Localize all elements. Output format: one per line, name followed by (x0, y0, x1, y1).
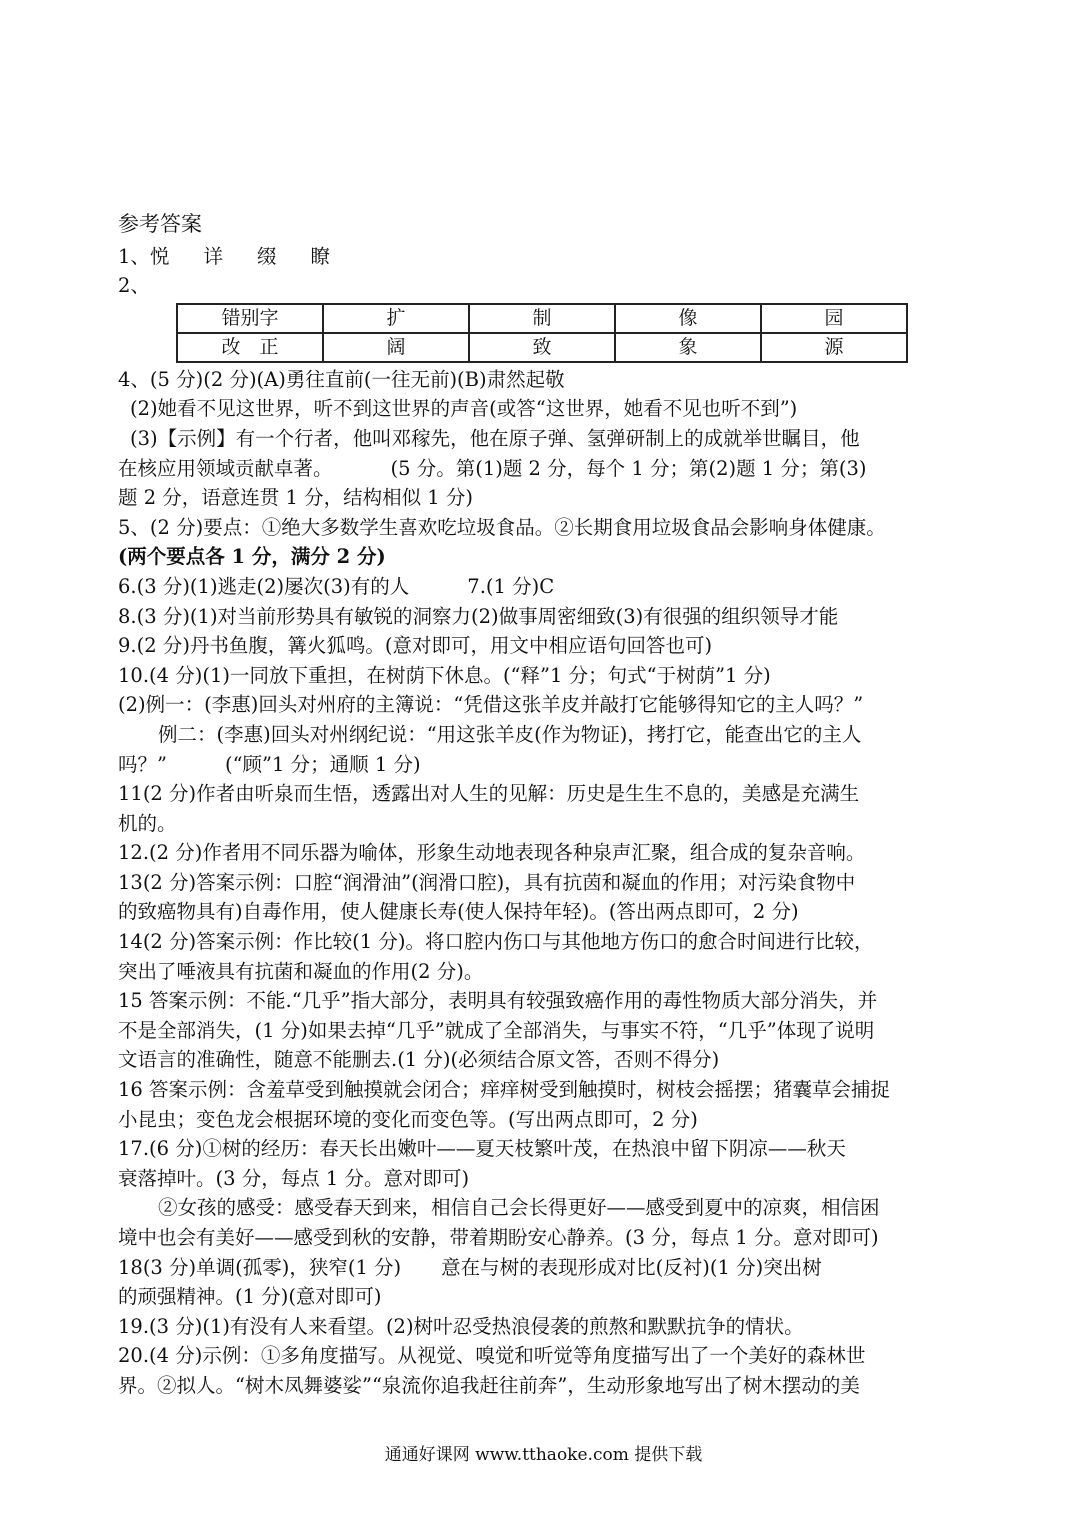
answer-line: 文语言的准确性，随意不能删去.(1 分)(必须结合原文答，否则不得分) (118, 1048, 720, 1072)
page-title: 参考答案 (118, 212, 202, 236)
answer-document (118, 210, 978, 1401)
answer-char: 详 (203, 244, 223, 268)
answer-line: 19.(3 分)(1)有没有人来看望。(2)树叶忍受热浪侵袭的煎熬和默默抗争的情状。 (118, 1314, 804, 1338)
question-number: 1、 (118, 244, 150, 268)
answer-char: 缀 (256, 244, 277, 268)
answer-line: 12.(2 分)作者用不同乐器为喻体，形象生动地表现各种泉声汇聚，组合成的复杂音响。 (118, 841, 866, 865)
table-cell: 阔 (323, 333, 469, 362)
answer-line: 突出了唾液具有抗菌和凝血的作用(2 分)。 (118, 959, 484, 983)
answer-line: 9.(2 分)丹书鱼腹，篝火狐鸣。(意对即可，用文中相应语句回答也可) (118, 634, 713, 658)
answer-line: (3)【示例】有一个行者，他叫邓稼先，他在原子弹、氢弹研制上的成就举世瞩目，他 (130, 426, 860, 450)
table-cell: 制 (469, 304, 615, 333)
table-cell: 改 正 (177, 333, 323, 362)
answer-char: 悦 (149, 244, 170, 268)
answer-line: 13(2 分)答案示例：口腔“润滑油”(润滑口腔)，具有抗茵和凝血的作用；对污染食物中 (118, 870, 856, 894)
table-cell: 错别字 (177, 304, 323, 333)
answer-char: 瞭 (310, 244, 330, 268)
table-cell: 源 (761, 333, 907, 362)
table-cell: 致 (469, 333, 615, 362)
table-cell: 扩 (323, 304, 469, 333)
answer-line: 20.(4 分)示例：①多角度描写。从视觉、嗅觉和听觉等角度描写出了一个美好的森林世 (118, 1344, 866, 1368)
answer-line: 例二：(李惠)回头对州纲纪说：“用这张羊皮(作为物证)，拷打它，能查出它的主人 (158, 722, 862, 746)
answer-line: 14(2 分)答案示例：作比较(1 分)。将口腔内伤口与其他地方伤口的愈合时间进行比较， (118, 930, 874, 954)
table-row (177, 333, 907, 362)
answer-line: ②女孩的感受：感受春天到来，相信自己会长得更好——感受到夏中的凉爽，相信困 (158, 1196, 880, 1220)
answer-line: 6.(3 分)(1)逃走(2)屡次(3)有的人 7.(1 分)C (118, 574, 555, 598)
answer-line: 在核应用领域贡献卓著。 (5 分。第(1)题 2 分，每个 1 分；第(2)题 1 分；第(3) (118, 456, 867, 480)
answer-q1 (118, 242, 978, 272)
table-row (177, 304, 907, 333)
answer-line: 16 答案示例：含羞草受到触摸就会闭合；痒痒树受到触摸时，树枝会摇摆；猪囊草会捕捉 (118, 1078, 891, 1102)
answer-line: 4、(5 分)(2 分)(A)勇往直前(一往无前)(B)肃然起敬 (118, 367, 565, 391)
answer-line: 的顽强精神。(1 分)(意对即可) (118, 1285, 382, 1309)
answer-line: 题 2 分，语意连贯 1 分，结构相似 1 分) (118, 486, 474, 510)
answer-line: 衰落掉叶。(3 分，每点 1 分。意对即可) (118, 1166, 470, 1190)
answer-line: (2)例一：(李惠)回头对州府的主簿说：“凭借这张羊皮并敲打它能够得知它的主人吗？” (118, 693, 864, 717)
answer-line: 机的。 (118, 811, 177, 835)
answer-line: 11(2 分)作者由听泉而生悟，透露出对人生的见解：历史是生生不息的，美感是充满生 (118, 782, 860, 806)
question-number: 2、 (118, 274, 150, 298)
answer-line: 8.(3 分)(1)对当前形势具有敏锐的洞察力(2)做事周密细致(3)有很强的组织领导才能 (118, 604, 839, 628)
answer-line: 17.(6 分)①树的经历：春天长出嫩叶——夏天枝繁叶茂，在热浪中留下阴凉——秋天 (118, 1137, 846, 1161)
answer-line: 10.(4 分)(1)一同放下重担，在树荫下休息。(“释”1 分；句式“于树荫”1 分) (118, 663, 771, 687)
answer-line: 不是全部消失，(1 分)如果去掉“几乎”就成了全部消失，与事实不符，“几乎”体现了说明 (118, 1018, 875, 1042)
answer-line: 的致癌物具有)自毒作用，使人健康长寿(使人保持年轻)。(答出两点即可，2 分) (118, 900, 799, 924)
table-cell: 象 (615, 333, 761, 362)
answer-line: (2)她看不见这世界，听不到这世界的声音(或答“这世界，她看不见也听不到”) (130, 397, 798, 421)
answer-line: 15 答案示例：不能.“几乎”指大部分，表明具有较强致癌作用的毒性物质大部分消失，并 (118, 989, 878, 1013)
answer-line: 吗？” (“顾”1 分；通顺 1 分) (118, 752, 421, 776)
answer-line: 境中也会有美好——感受到秋的安静，带着期盼安心静养。(3 分，每点 1 分。意对即可) (118, 1226, 879, 1249)
answer-line: 小昆虫；变色龙会根据环境的变化而变色等。(写出两点即可，2 分) (118, 1107, 698, 1131)
table-cell: 园 (761, 304, 907, 333)
answer-line: 5、(2 分)要点：①绝大多数学生喜欢吃垃圾食品。②长期食用垃圾食品会影响身体健康。 (118, 515, 886, 539)
answer-line: 18(3 分)单调(孤零)，狭窄(1 分) 意在与树的表现形成对比(反衬)(1 分)突出树 (118, 1255, 822, 1279)
answer-line: (两个要点各 1 分，满分 2 分) (118, 545, 386, 569)
table-cell: 像 (615, 304, 761, 333)
page-footer: 通通好课网 www.tthaoke.com 提供下载 (384, 1445, 703, 1465)
answer-line: 界。②拟人。“树木凤舞婆娑”“泉流你追我赶往前奔”，生动形象地写出了树木摆动的美 (118, 1373, 860, 1397)
typo-correction-table (176, 303, 908, 363)
